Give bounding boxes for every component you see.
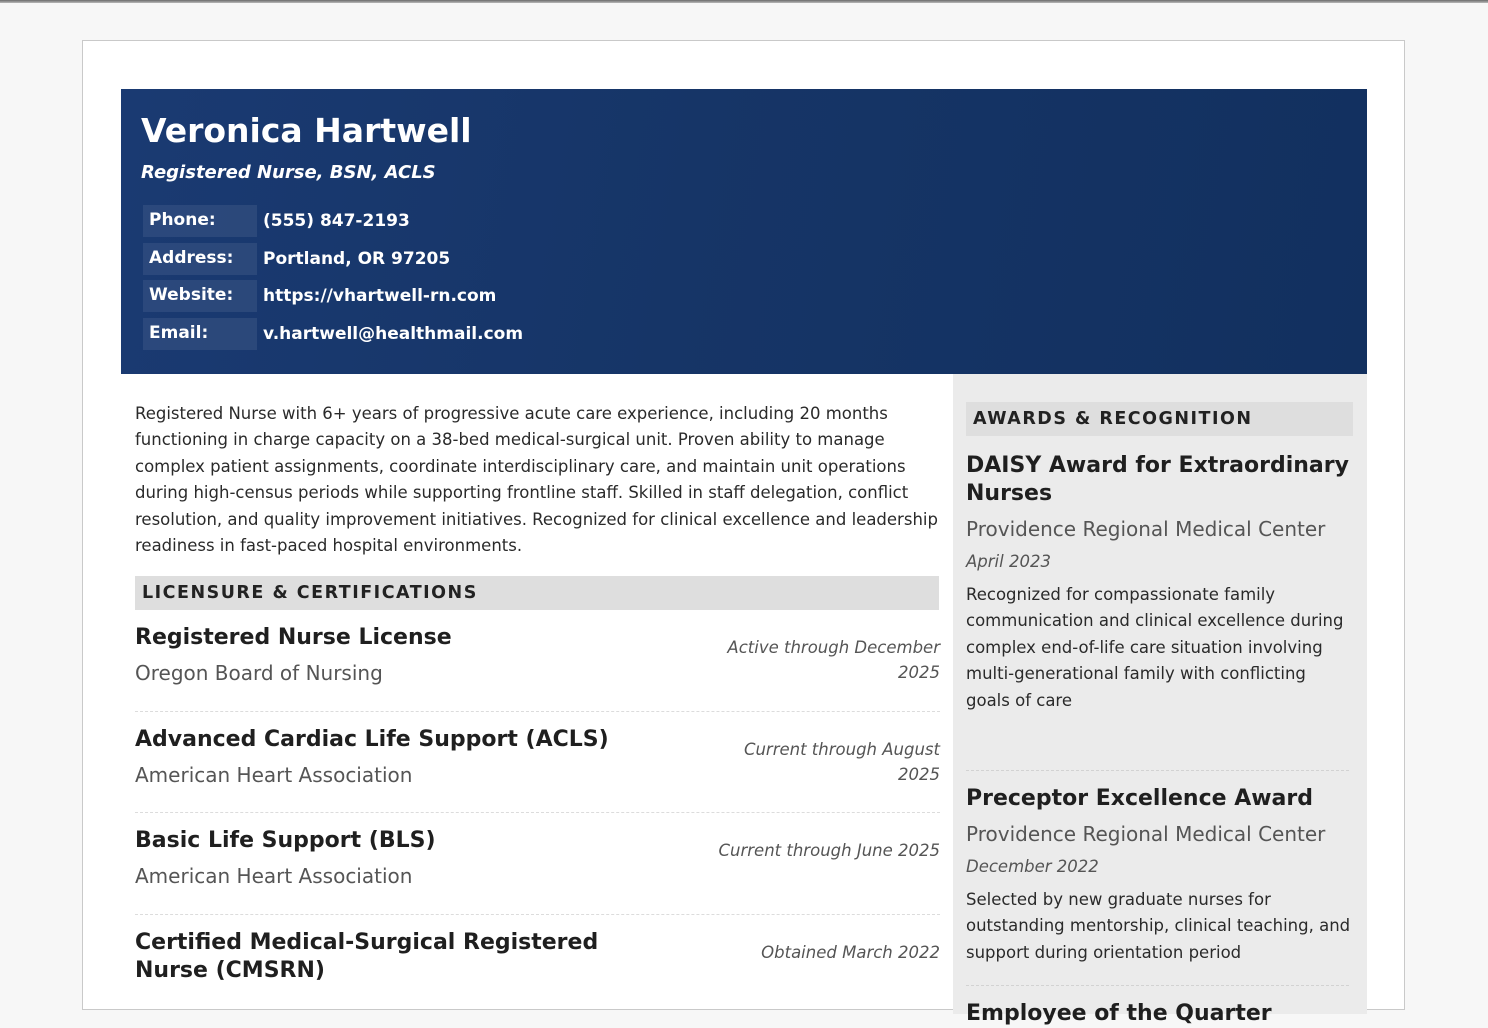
award-title: Employee of the Quarter [966,1001,1272,1026]
certification-date: Current through August 2025 [743,739,940,784]
resume-page [82,40,1405,1026]
certification-title: Certified Medical-Surgical Registered Nurse (CMSRN) [135,929,599,983]
awards-heading: AWARDS & RECOGNITION [966,402,1353,436]
candidate-credential: Registered Nurse, BSN, ACLS [141,162,436,183]
award-organization: Providence Regional Medical Center [966,517,1326,541]
award-description: Recognized for compassionate family communication and clinical excellence during complex end-of-life care situation involving multi-generational family with conflicting goals of care [966,585,1344,710]
contact-label: Address: [143,243,257,275]
certification-item [135,712,940,814]
divider [966,770,1349,771]
award-item [966,452,1353,714]
certification-date: Active through December 2025 [727,638,940,683]
certification-item [135,610,940,712]
divider [966,985,1349,986]
contact-label: Website: [143,280,257,312]
certification-issuer: American Heart Association [135,864,413,889]
certifications-list [135,610,940,1016]
contact-label: Phone: [143,205,257,237]
award-description: Selected by new graduate nurses for outstanding mentorship, clinical teaching, and support during orientation period [966,890,1351,962]
award-organization: Providence Regional Medical Center [966,822,1326,846]
certification-issuer: Oregon Board of Nursing [135,661,383,686]
contact-label: Email: [143,318,257,350]
email-link[interactable]: v.hartwell@healthmail.com [263,323,524,344]
award-title: Preceptor Excellence Award [966,786,1314,811]
certification-title: Registered Nurse License [135,625,452,651]
certification-title: Advanced Cardiac Life Support (ACLS) [135,726,609,752]
main-column [135,401,940,1016]
certifications-heading: LICENSURE & CERTIFICATIONS [135,576,939,610]
certification-issuer: American Heart Association [135,762,413,787]
certification-title: Basic Life Support (BLS) [135,828,436,854]
award-date: April 2023 [966,552,1051,571]
award-title: DAISY Award for Extraordinary Nurses [966,453,1349,506]
certification-date: Current through June 2025 [718,841,940,861]
website-link[interactable]: https://vhartwell-rn.com [263,286,497,306]
resume-header [121,89,1367,374]
award-item [966,1000,1353,1028]
candidate-name: Veronica Hartwell [141,111,472,150]
address-value: Portland, OR 97205 [263,248,451,269]
certification-date: Obtained March 2022 [761,942,940,962]
professional-summary: Registered Nurse with 6+ years of progressive acute care experience, including 20 months functioning in charge capacity on a 38-bed medical-surgical unit. Proven ability to manage complex patient assignments, coordinate interdisciplinary care, and maintain unit operations during high-census periods while supporting frontline staff. Skilled in staff delegation, conflict resolution, and quality improvement initiatives. Recognized for clinical excellence and leadership readiness in fast-paced hospital environments. [135,404,938,556]
sidebar [953,374,1367,1026]
phone-value: (555) 847-2193 [263,211,410,231]
window-top-edge [0,0,1488,3]
certification-item [135,813,940,915]
certification-item [135,915,940,1017]
award-date: December 2022 [966,857,1099,876]
award-item [966,785,1353,966]
